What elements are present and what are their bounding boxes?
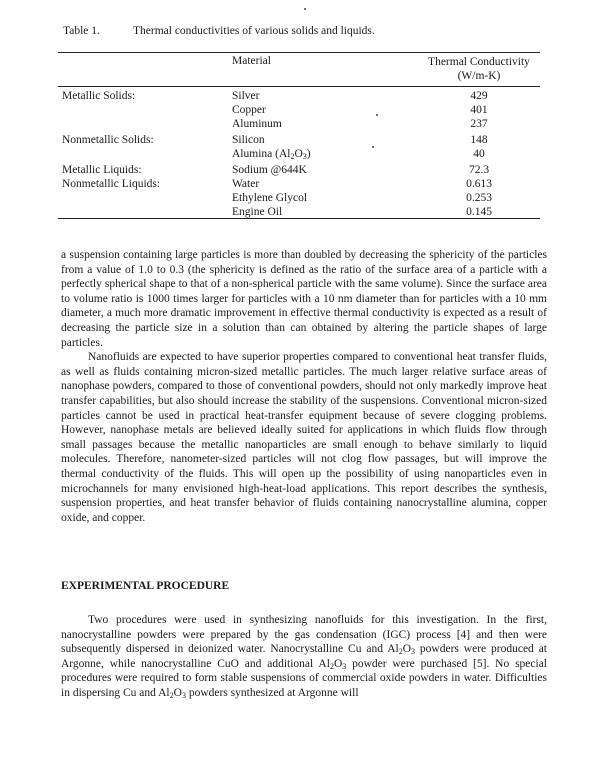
paragraph-3-text: Two procedures were used in synthesizing nanofluids for this investigation. In the first, nanocrystalline powders were prepared by the gas condensation (IGC) process [4] and then were subsequently dispersed in deionized water. Nanocrystalline Cu and $Al_2O_3$ powders were produced at Argonne, while nanocrystalline CuO and additional $Al_2O_3$ powder were purchased [5]. No special procedures were required to form stable suspensions of commercial oxide powders in water. Difficulties in dispersing Cu and $Al_2O_3$ powders synthesized at Argonne will — [61, 614, 547, 700]
paragraph-2-text: Nanofluids are expected to have superior properties compared to conventional heat transfer fluids, as well as fluids containing micron-sized metallic particles. The much larger relative surface areas of nanophase powders, compared to those of conventional powders, should not only markedly improve heat transfer capabilities, but also should increase the stability of the suspensions. Conventional micron-sized particles cannot be used in practical heat-transfer equipment because of severe clogging problems. However, nanophase metals are believed ideally suited for applications in which fluids flow through small passages because the metallic nanoparticles are small enough to behave similarly to liquid molecules. Therefore, nanometer-sized particles will not clog flow passages, but will improve the thermal conductivity of the fluids. This will open up the possibility of using nanoparticles even in microchannels for many envisioned high-heat-load applications. This report describes the synthesis, suspension properties, and heat transfer behavior of fluids containing nanocrystalline alumina, copper oxide, and copper. — [61, 351, 547, 524]
paragraph-1-text: a suspension containing large particles is more than doubled by decreasing the sphericity of the particles from a value of 1.0 to 0.3 (the sphericity is defined as the ratio of the surface area of a particle with a perfectly spherical shape to that of a non-spherical particle with the same volume). Since the surface area to volume ratio is 1000 times larger for particles with a 10 nm diameter than for particles with a 10 mm diameter, a much more dramatic improvement in effective thermal conductivity is expected as a result of decreasing the particle size in a solution than can obtained by altering the particle shapes of large particles. — [61, 249, 547, 349]
paragraph-sphericity — [61, 248, 547, 525]
material-water: Water — [232, 178, 260, 190]
section-heading: EXPERIMENTAL PROCEDURE — [61, 580, 230, 592]
material-alumina: Alumina $(Al_2O_3)$ — [232, 148, 311, 161]
category-metallic-solids: Metallic Solids: — [62, 90, 136, 102]
table-caption-text: Thermal conductivities of various solids and liquids. — [133, 25, 375, 37]
value-sodium: 72.3 — [468, 164, 490, 176]
table-top-rule — [58, 52, 540, 53]
material-aluminum: Aluminum — [232, 118, 282, 130]
table-bottom-rule — [58, 218, 540, 219]
material-sodium: Sodium @644K — [232, 164, 307, 176]
category-metallic-liquids: Metallic Liquids: — [62, 164, 142, 176]
value-aluminum: 237 — [470, 118, 488, 130]
material-ethylene-glycol: Ethylene Glycol — [232, 192, 308, 204]
table-header-rule — [58, 86, 540, 87]
scan-speck — [304, 8, 306, 10]
value-silver: 429 — [470, 90, 488, 102]
paragraph-procedure — [61, 613, 547, 701]
header-conductivity — [414, 55, 544, 83]
table-caption — [63, 25, 375, 37]
material-engine-oil: Engine Oil — [232, 206, 283, 218]
value-copper: 401 — [470, 104, 488, 116]
value-ethylene-glycol: 0.253 — [466, 192, 492, 204]
scan-speck — [376, 114, 378, 116]
category-nonmetallic-liquids: Nonmetallic Liquids: — [62, 178, 161, 190]
header-conductivity-line1: Thermal Conductivity — [428, 56, 530, 68]
material-silver: Silver — [232, 90, 260, 102]
material-silicon: Silicon — [232, 134, 265, 146]
value-engine-oil: 0.145 — [466, 206, 492, 218]
header-conductivity-line2: (W/m-K) — [457, 70, 501, 82]
value-alumina: 40 — [473, 148, 485, 160]
header-material: Material — [232, 55, 271, 67]
category-nonmetallic-solids: Nonmetallic Solids: — [62, 134, 154, 146]
material-copper: Copper — [232, 104, 266, 116]
value-water: 0.613 — [466, 178, 492, 190]
scan-speck — [372, 146, 374, 148]
value-silicon: 148 — [470, 134, 488, 146]
table-label: Table 1. — [63, 25, 100, 37]
